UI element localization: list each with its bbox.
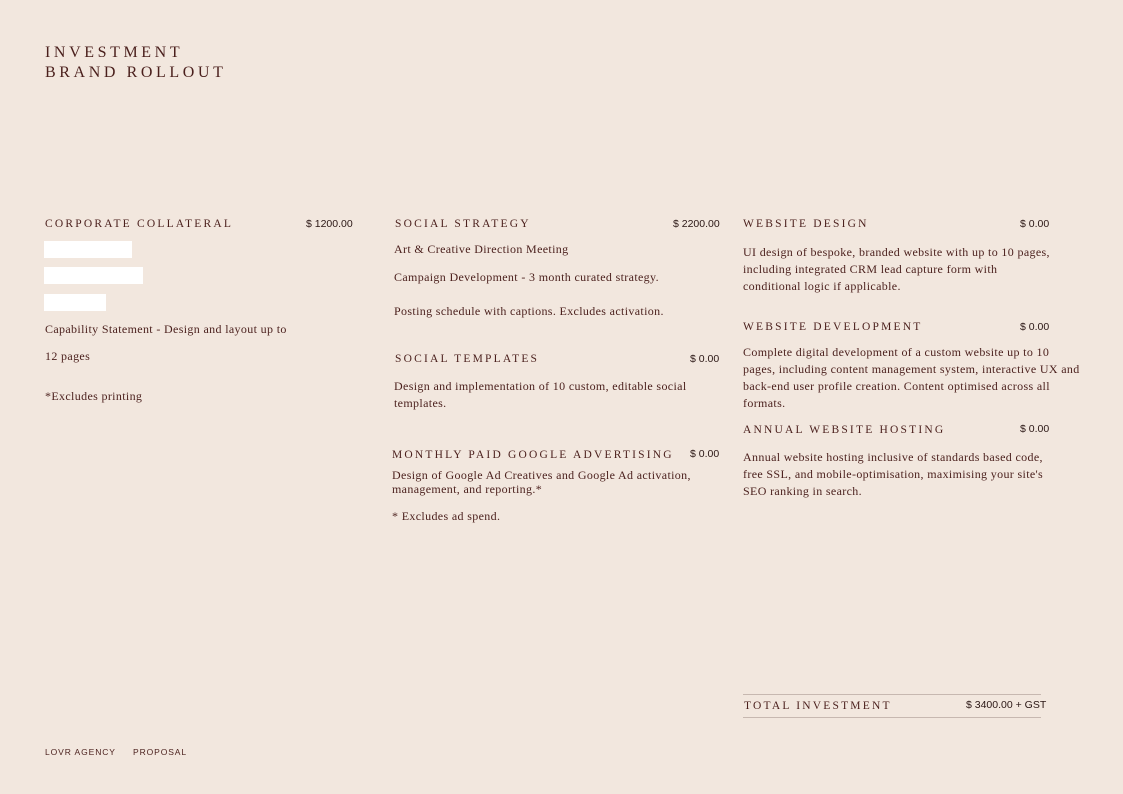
redaction-block-1 (44, 241, 132, 258)
google-ads-price: $ 0.00 (690, 448, 720, 460)
title-line-1: INVESTMENT (45, 44, 184, 61)
website-development-heading: WEBSITE DEVELOPMENT (743, 321, 923, 333)
title-line-2: BRAND ROLLOUT (45, 64, 227, 81)
page-title (45, 43, 226, 83)
footer-document-type: PROPOSAL (133, 747, 187, 757)
social-strategy-item-1: Art & Creative Direction Meeting (394, 242, 569, 256)
social-strategy-item-3: Posting schedule with captions. Excludes activation. (394, 304, 664, 318)
social-strategy-heading: SOCIAL STRATEGY (395, 218, 531, 230)
social-strategy-item-2: Campaign Development - 3 month curated strategy. (394, 270, 659, 284)
corporate-line-2: 12 pages (45, 349, 91, 363)
redaction-block-2 (44, 267, 143, 284)
google-ads-heading: MONTHLY PAID GOOGLE ADVERTISING (392, 449, 674, 461)
website-development-price: $ 0.00 (1020, 321, 1050, 333)
corporate-heading: CORPORATE COLLATERAL (45, 218, 234, 230)
google-ads-note: * Excludes ad spend. (392, 509, 501, 523)
total-label: TOTAL INVESTMENT (744, 700, 892, 712)
corporate-price: $ 1200.00 (306, 218, 353, 230)
footer-agency: LOVR AGENCY (45, 747, 116, 757)
social-templates-price: $ 0.00 (690, 353, 720, 365)
website-design-desc: UI design of bespoke, branded website with up to 10 pages, including integrated CRM lead capture form with conditional logic if applicable. (743, 245, 1050, 293)
hosting-price: $ 0.00 (1020, 423, 1050, 435)
website-development-desc: Complete digital development of a custom website up to 10 pages, including content management system, interactive UX and back-end user profile creation. Content optimised across all formats. (743, 345, 1080, 410)
hosting-desc: Annual website hosting inclusive of standards based code, free SSL, and mobile-optimisation, maximising your site's SEO ranking in search. (743, 450, 1044, 498)
total-bottom-rule (743, 717, 1041, 718)
corporate-note: *Excludes printing (45, 389, 143, 403)
total-top-rule (743, 694, 1041, 695)
website-design-heading: WEBSITE DESIGN (743, 218, 869, 230)
redaction-block-3 (44, 294, 106, 311)
google-ads-desc: Design of Google Ad Creatives and Google Ad activation, management, and reporting.* (392, 468, 691, 496)
website-design-price: $ 0.00 (1020, 218, 1050, 230)
social-templates-heading: SOCIAL TEMPLATES (395, 353, 540, 365)
social-templates-desc: Design and implementation of 10 custom, editable social templates. (394, 379, 687, 410)
social-strategy-price: $ 2200.00 (673, 218, 720, 230)
hosting-heading: ANNUAL WEBSITE HOSTING (743, 424, 946, 436)
total-value: $ 3400.00 + GST (966, 699, 1047, 711)
corporate-line-1: Capability Statement - Design and layout up to (45, 322, 287, 336)
